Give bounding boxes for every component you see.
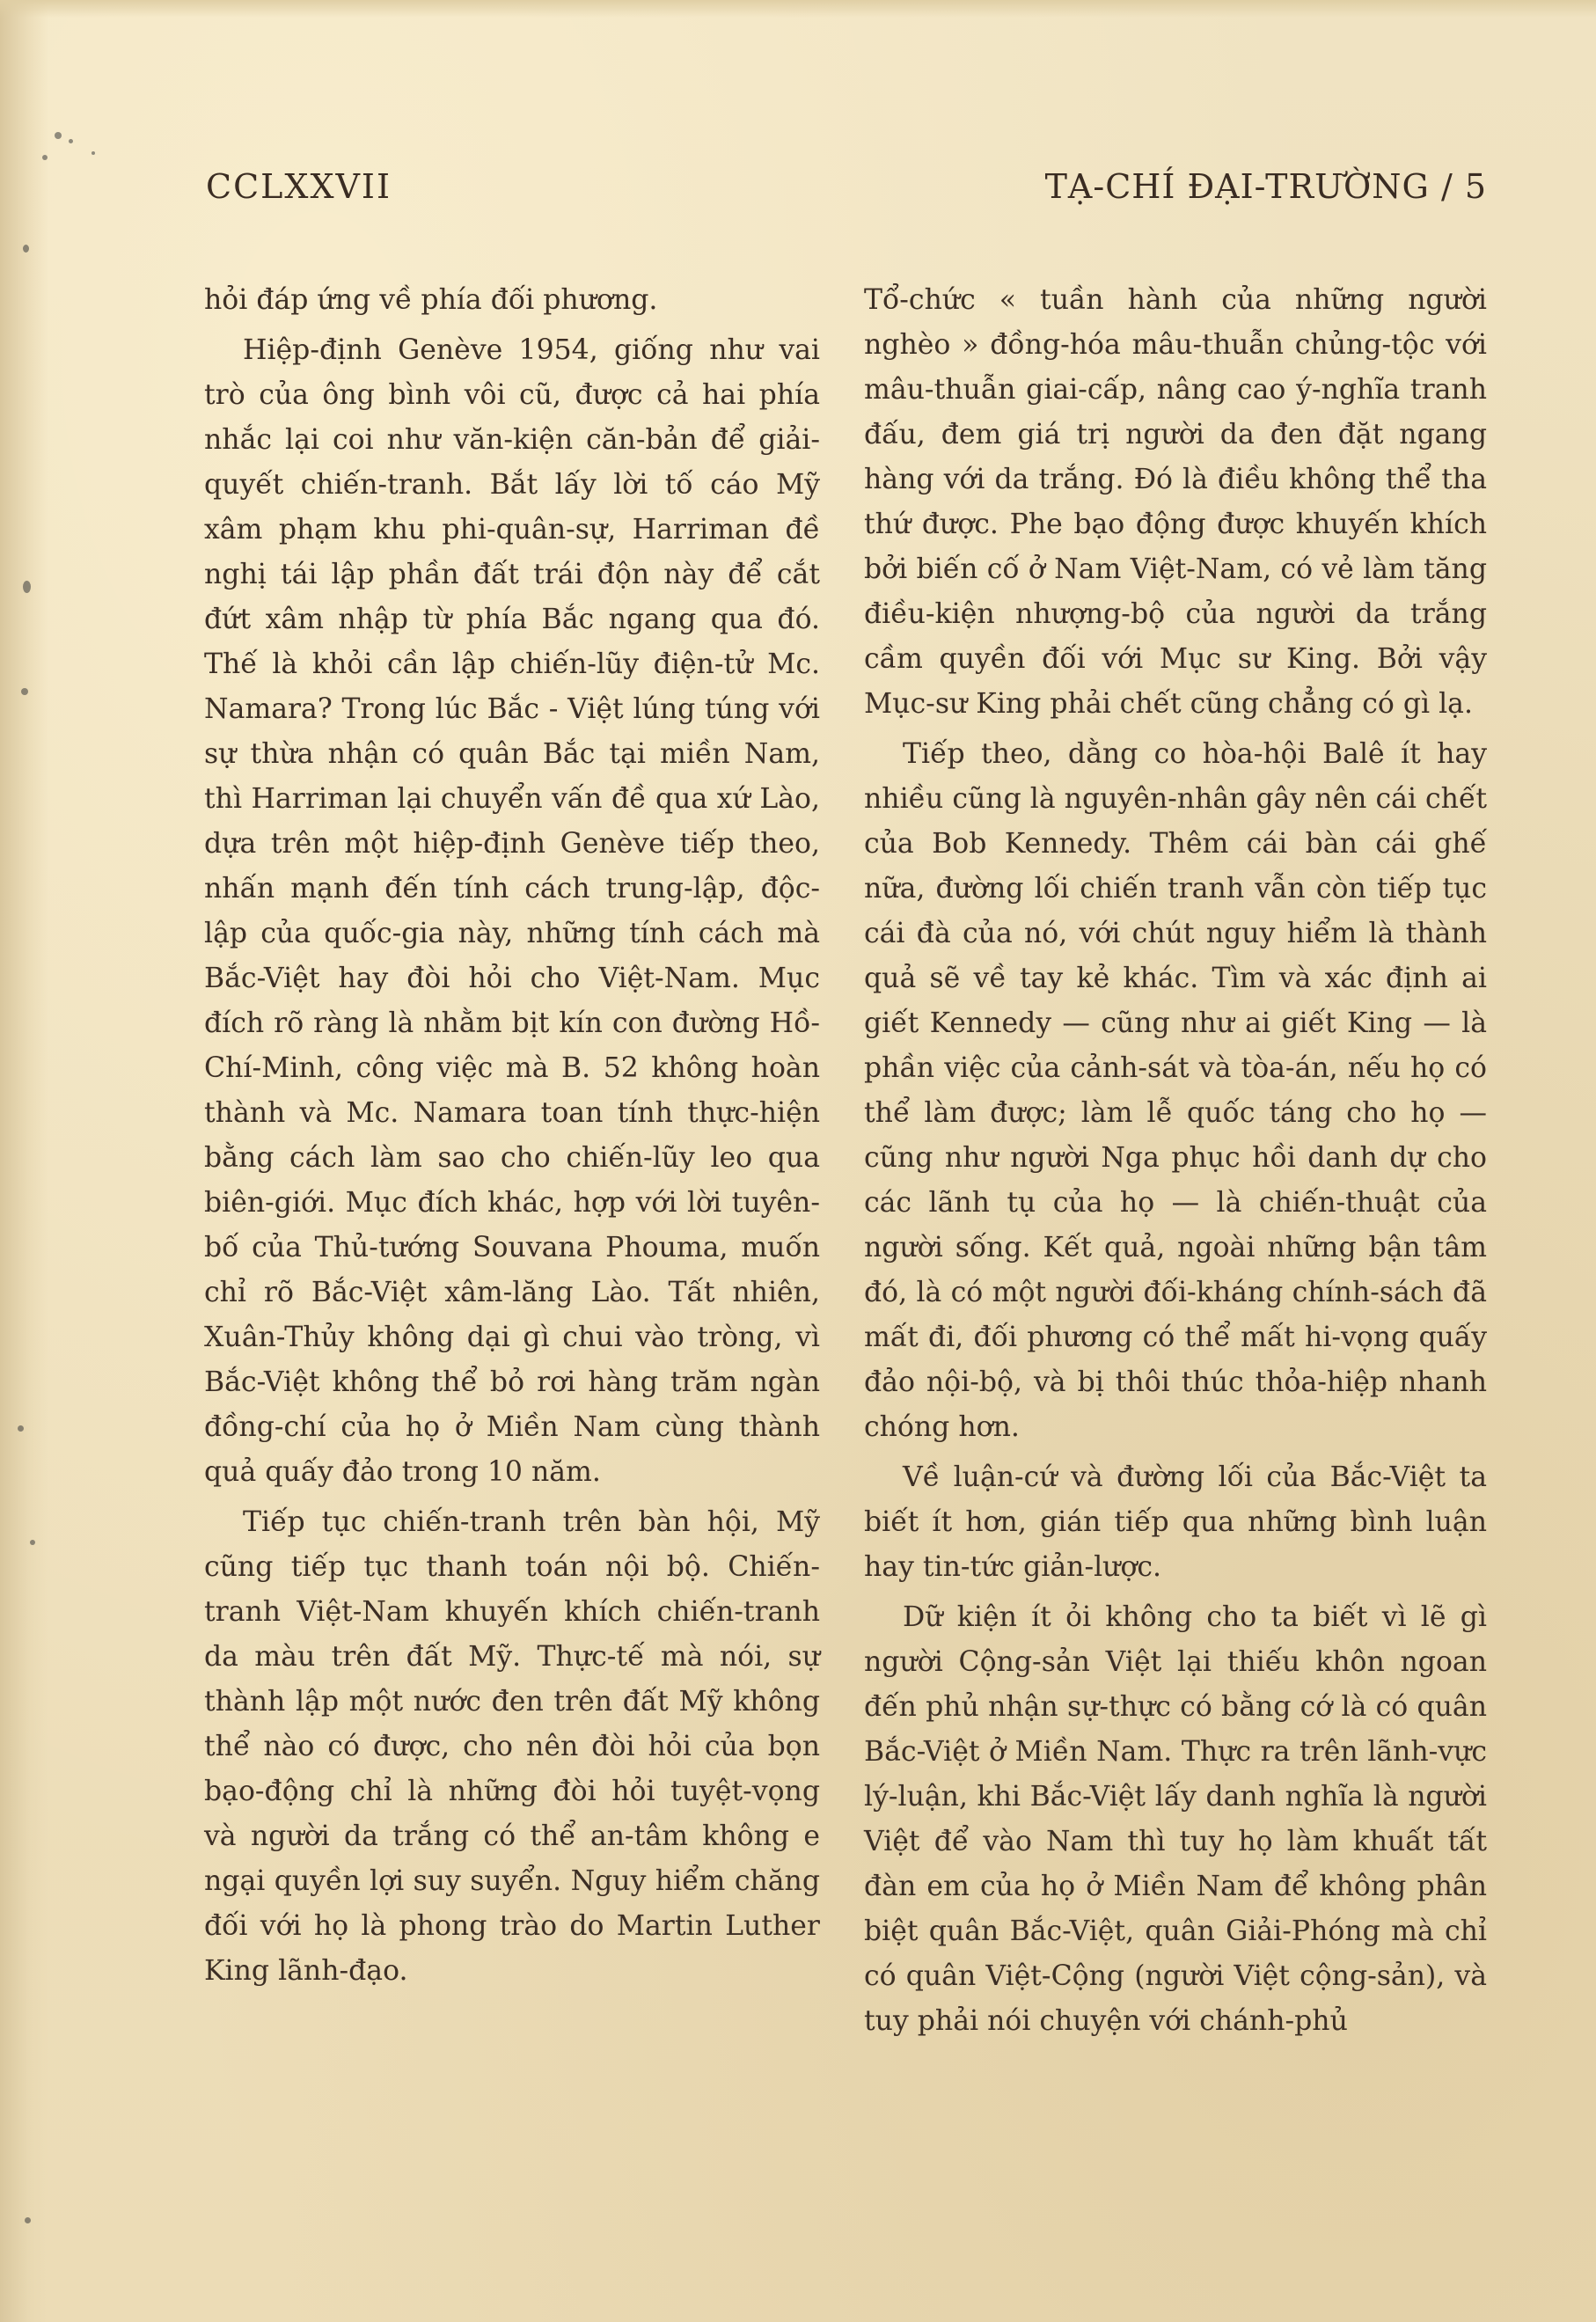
left-column bbox=[204, 278, 820, 1994]
page-header bbox=[206, 167, 1487, 220]
paragraph: Dữ kiện ít ỏi không cho ta biết vì lẽ gì người Cộng-sản Việt lại thiếu khôn ngoan đến phủ nhận sự-thực có bằng cớ là có quân Bắc-Việt ở Miền Nam. Thực ra trên lãnh-vực lý-luận, khi Bắc-Việt lấy danh nghĩa là người Việt để vào Nam thì tuy họ làm khuất tất đàn em của họ ở Miền Nam để không phân biệt quân Bắc-Việt, quân Giải-Phóng mà chỉ có quân Việt-Cộng (người Việt cộng-sản), và tuy phải nói chuyện với chánh-phủ bbox=[864, 1601, 1487, 2037]
page-left-edge bbox=[0, 0, 48, 2322]
paragraph: Tổ-chức « tuần hành của những người nghèo » đồng-hóa mâu-thuẫn chủng-tộc với mâu-thuẫn giai-cấp, nâng cao ý-nghĩa tranh đấu, đem giá trị người da đen đặt ngang hàng với da trắng. Đó là điều không thể tha thứ được. Phe bạo động được khuyến khích bởi biến cố ở Nam Việt-Nam, có vẻ làm tăng điều-kiện nhượng-bộ của người da trắng cầm quyền đối với Mục sư King. Bởi vậy Mục-sư King phải chết cũng chẳng có gì lạ. bbox=[864, 284, 1487, 720]
paragraph: Hiệp-định Genève 1954, giống như vai trò của ông bình vôi cũ, được cả hai phía nhắc lại coi như văn-kiện căn-bản để giải-quyết chiến-tranh. Bắt lấy lời tố cáo Mỹ xâm phạm khu phi-quân-sự, Harriman đề nghị tái lập phần đất trái độn này để cắt đứt xâm nhập từ phía Bắc ngang qua đó. Thế là khỏi cần lập chiến-lũy điện-tử Mc. Namara? Trong lúc Bắc - Việt lúng túng với sự thừa nhận có quân Bắc tại miền Nam, thì Harriman lại chuyển vấn đề qua xứ Lào, dựa trên một hiệp-định Genève tiếp theo, nhấn mạnh đến tính cách trung-lập, độc-lập của quốc-gia này, những tính cách mà Bắc-Việt hay đòi hỏi cho Việt-Nam. Mục đích rõ ràng là nhằm bịt kín con đường Hồ-Chí-Minh, công việc mà B. 52 không hoàn thành và Mc. Namara toan tính thực-hiện bằng cách làm sao cho chiến-lũy leo qua biên-giới. Mục đích khác, hợp với lời tuyên-bố của Thủ-tướng Souvana Phouma, muốn chỉ rõ Bắc-Việt xâm-lăng Lào. Tất nhiên, Xuân-Thủy không dại gì chui vào tròng, vì Bắc-Việt không thể bỏ rơi hàng trăm ngàn đồng-chí của họ ở Miền Nam cùng thành quả quấy đảo trong 10 năm. bbox=[204, 334, 820, 1488]
running-title: TẠ-CHÍ ĐẠI-TRƯỜNG / 5 bbox=[1044, 167, 1487, 206]
page-top-edge bbox=[0, 0, 1596, 18]
folio-number: CCLXXVII bbox=[206, 167, 392, 206]
paragraph: Tiếp tục chiến-tranh trên bàn hội, Mỹ cũng tiếp tục thanh toán nội bộ. Chiến-tranh Việt-Nam khuyến khích chiến-tranh da màu trên đất Mỹ. Thực-tế mà nói, sự thành lập một nước đen trên đất Mỹ không thể nào có được, cho nên đòi hỏi của bọn bạo-động chỉ là những đòi hỏi tuyệt-vọng và người da trắng có thể an-tâm không e ngại quyền lợi suy suyển. Nguy hiểm chăng đối với họ là phong trào do Martin Luther King lãnh-đạo. bbox=[204, 1506, 820, 1987]
paragraph: Về luận-cứ và đường lối của Bắc-Việt ta biết ít hơn, gián tiếp qua những bình luận hay tin-tức giản-lược. bbox=[864, 1461, 1487, 1583]
right-column bbox=[864, 278, 1487, 2044]
paragraph: hỏi đáp ứng về phía đối phương. bbox=[204, 284, 658, 316]
paragraph: Tiếp theo, dằng co hòa-hội Balê ít hay nhiều cũng là nguyên-nhân gây nên cái chết của Bob Kennedy. Thêm cái bàn cái ghế nữa, đường lối chiến tranh vẫn còn tiếp tục cái đà của nó, với chút nguy hiểm là thành quả sẽ về tay kẻ khác. Tìm và xác định ai giết Kennedy — cũng như ai giết King — là phần việc của cảnh-sát và tòa-án, nếu họ có thể làm được; làm lễ quốc táng cho họ — cũng như người Nga phục hồi danh dự cho các lãnh tụ của họ — là chiến-thuật của người sống. Kết quả, ngoài những bận tâm đó, là có một người đối-kháng chính-sách đã mất đi, đối phương có thể mất hi-vọng quấy đảo nội-bộ, và bị thôi thúc thỏa-hiệp nhanh chóng hơn. bbox=[864, 738, 1487, 1443]
